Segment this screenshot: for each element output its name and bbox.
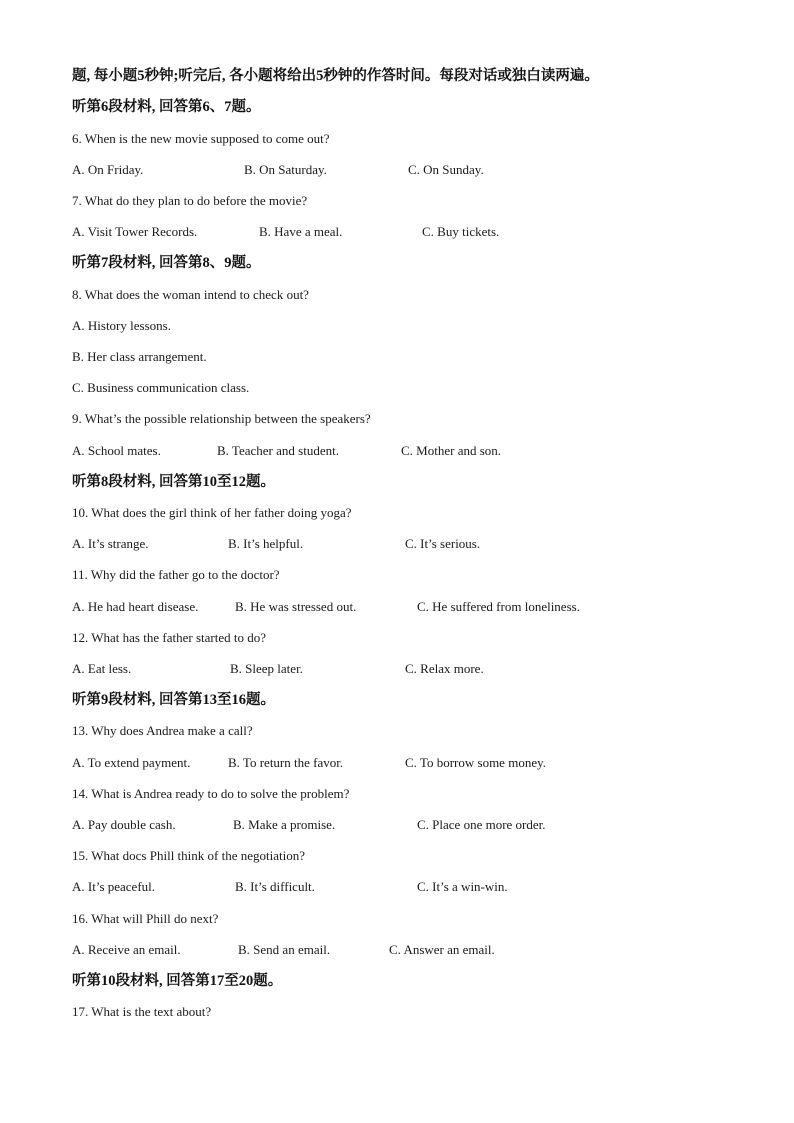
section-heading-6: 听第6段材料, 回答第6、7题。 [72,99,261,115]
options-row-13 [72,753,754,773]
option-14c: C. Place one more order. [417,817,546,832]
question-12: 12. What has the father started to do? [72,630,266,645]
option-11c: C. He suffered from loneliness. [417,599,580,614]
question-9: 9. What’s the possible relationship between the speakers? [72,411,371,426]
options-row-16 [72,940,754,960]
option-11b: B. He was stressed out. [235,599,357,614]
question-15: 15. What docs Phill think of the negotiation? [72,848,306,863]
option-15c: C. It’s a win-win. [417,879,508,894]
option-10c: C. It’s serious. [405,536,481,551]
option-12a: A. Eat less. [72,661,132,676]
option-9c: C. Mother and son. [401,443,502,458]
option-7a: A. Visit Tower Records. [72,224,198,239]
options-row-7 [72,222,754,242]
question-14: 14. What is Andrea ready to do to solve the problem? [72,786,350,801]
options-row-9 [72,441,754,461]
option-7b: B. Have a meal. [259,224,343,239]
section-heading-10: 听第10段材料, 回答第17至20题。 [72,973,283,989]
option-10a: A. It’s strange. [72,536,149,551]
option-8c: C. Business communication class. [72,380,250,395]
option-13b: B. To return the favor. [228,755,344,770]
option-9b: B. Teacher and student. [217,443,339,458]
option-6a: A. On Friday. [72,162,144,177]
option-12c: C. Relax more. [405,661,484,676]
question-17: 17. What is the text about? [72,1004,212,1019]
options-row-11 [72,597,754,617]
question-8: 8. What does the woman intend to check out? [72,287,309,302]
options-row-14 [72,815,754,835]
options-row-6 [72,160,754,180]
option-6c: C. On Sunday. [408,162,484,177]
option-6b: B. On Saturday. [244,162,327,177]
option-8b: B. Her class arrangement. [72,349,207,364]
option-16a: A. Receive an email. [72,942,181,957]
option-11a: A. He had heart disease. [72,599,199,614]
option-12b: B. Sleep later. [230,661,303,676]
section-heading-8: 听第8段材料, 回答第10至12题。 [72,474,275,490]
options-row-10 [72,534,754,554]
section-heading-9: 听第9段材料, 回答第13至16题。 [72,692,275,708]
question-13: 13. Why does Andrea make a call? [72,723,253,738]
option-13a: A. To extend payment. [72,755,191,770]
option-15b: B. It’s difficult. [235,879,315,894]
options-row-12 [72,659,754,679]
question-10: 10. What does the girl think of her father doing yoga? [72,505,352,520]
option-16c: C. Answer an email. [389,942,495,957]
question-7: 7. What do they plan to do before the movie? [72,193,308,208]
option-7c: C. Buy tickets. [422,224,500,239]
question-16: 16. What will Phill do next? [72,911,219,926]
option-13c: C. To borrow some money. [405,755,546,770]
section-instructions: 题, 每小题5秒钟;听完后, 各小题将给出5秒钟的作答时间。每段对话或独白读两遍。 [72,68,599,84]
option-16b: B. Send an email. [238,942,331,957]
question-6: 6. When is the new movie supposed to come out? [72,131,330,146]
option-14a: A. Pay double cash. [72,817,176,832]
option-15a: A. It’s peaceful. [72,879,156,894]
option-10b: B. It’s helpful. [228,536,304,551]
option-9a: A. School mates. [72,443,161,458]
option-14b: B. Make a promise. [233,817,336,832]
options-row-15 [72,877,754,897]
question-11: 11. Why did the father go to the doctor? [72,567,280,582]
option-8a: A. History lessons. [72,318,171,333]
section-heading-7: 听第7段材料, 回答第8、9题。 [72,255,261,271]
